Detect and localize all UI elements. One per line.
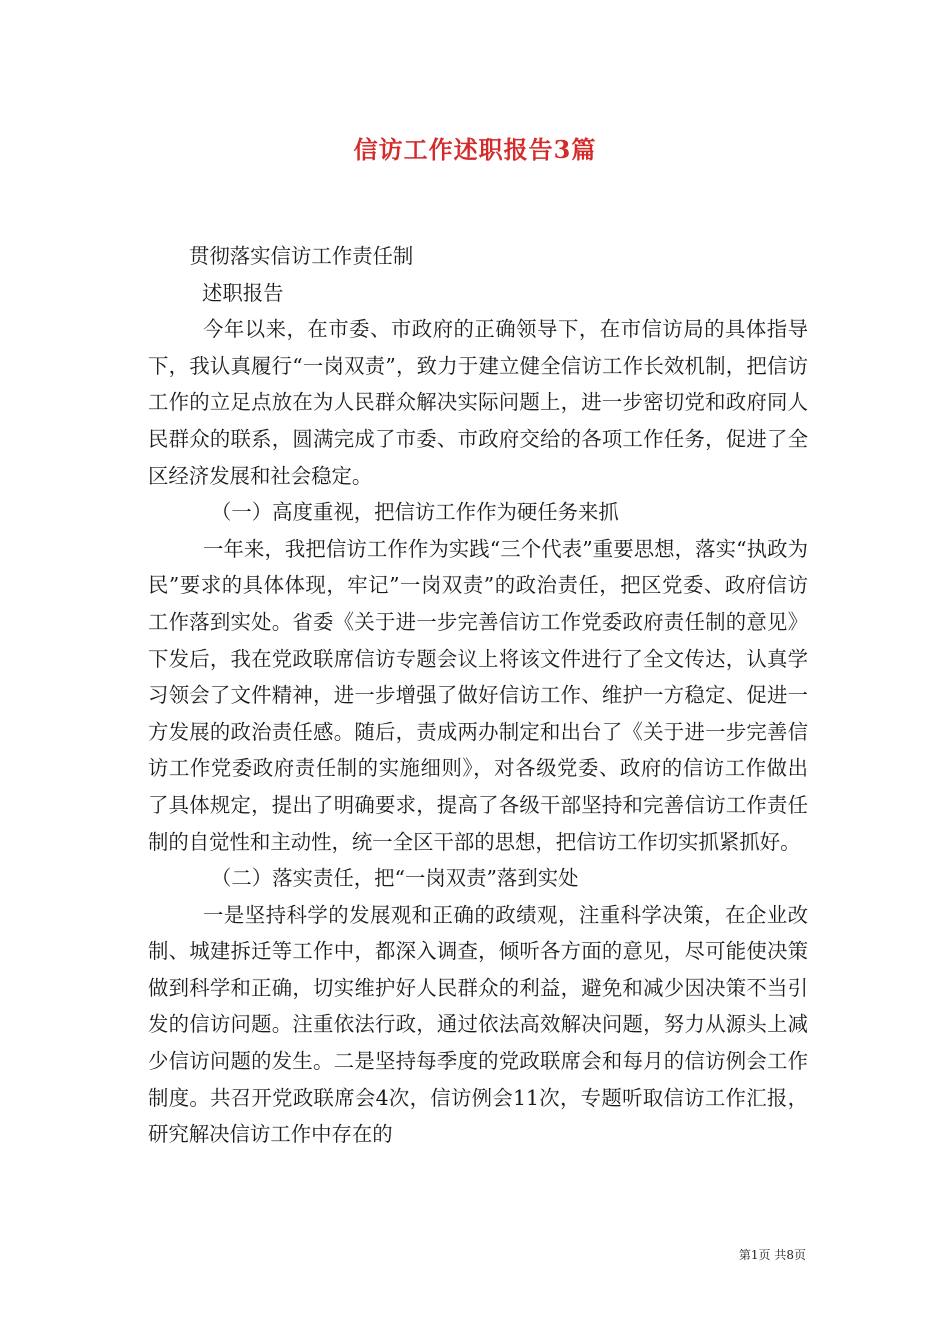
document-title: 信访工作述职报告3篇 (353, 135, 597, 164)
heading-line-1: 贯彻落实信访工作责任制 (189, 244, 414, 268)
document-body (148, 238, 808, 1153)
section-heading-2: （二）落实责任，把“一岗双责”落到实处 (211, 866, 579, 891)
paragraph-intro: 今年以来，在市委、市政府的正确领导下，在市信访局的具体指导下，我认真履行“一岗双责”，致力于建立健全信访工作长效机制，把信访工作的立足点放在为人民群众解决实际问题上，进一步密切党和政府同人民群众的联系，圆满完成了市委、市政府交给的各项工作任务，促进了全区经济发展和社会稳定。 (148, 317, 808, 488)
heading-line-2: 述职报告 (202, 280, 284, 305)
section-heading-1: （一）高度重视，把信访工作作为硬任务来抓 (211, 500, 619, 525)
page-number: 第1页 共8页 (738, 1248, 806, 1262)
paragraph-section-1: 一年来，我把信访工作作为实践“三个代表”重要思想，落实“执政为民”要求的具体体现，牢记”一岗双责”的政治责任，把区党委、政府信访工作落到实处。省委《关于进一步完善信访工作党委政府责任制的意见》下发后，我在党政联席信访专题会议上将该文件进行了全文传达，认真学习领会了文件精神，进一步增强了做好信访工作、维护一方稳定、促进一方发展的政治责任感。随后，责成两办制定和出台了《关于进一步完善信访工作党委政府责任制的实施细则》，对各级党委、政府的信访工作做出了具体规定，提出了明确要求，提高了各级干部坚持和完善信访工作责任制的自觉性和主动性，统一全区干部的思想，把信访工作切实抓紧抓好。 (148, 536, 808, 854)
paragraph-section-2: 一是坚持科学的发展观和正确的政绩观，注重科学决策，在企业改制、城建拆迁等工作中，都深入调查，倾听各方面的意见，尽可能使决策做到科学和正确，切实维护好人民群众的利益，避免和减少因决策不当引发的信访问题。注重依法行政，通过依法高效解决问题，努力从源头上减少信访问题的发生。二是坚持每季度的党政联席会和每月的信访例会工作制度。共召开党政联席会4次，信访例会11次，专题听取信访工作汇报，研究解决信访工作中存在的 (148, 902, 808, 1147)
